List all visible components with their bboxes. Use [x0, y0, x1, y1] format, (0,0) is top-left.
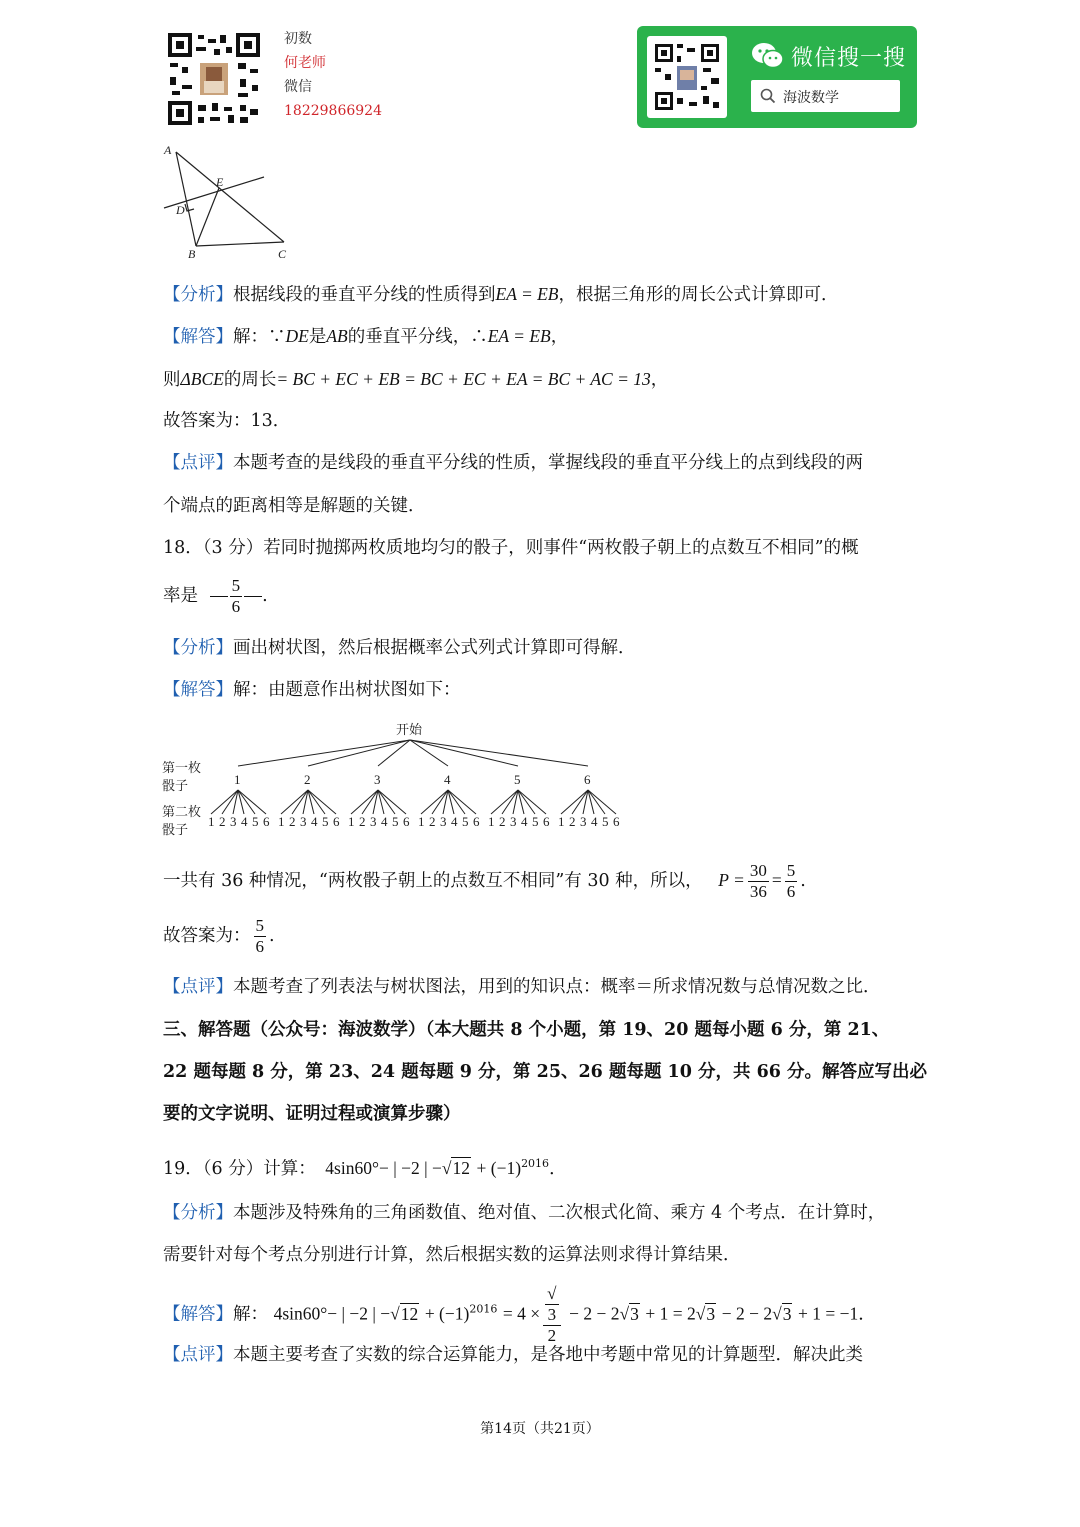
- tree-node-level1: 3: [374, 772, 381, 787]
- q17-comment-line1: 【点评】本题考查的是线段的垂直平分线的性质，掌握线段的垂直平分线上的点到线段的两: [163, 453, 863, 473]
- q18-answer-fraction: $\frac{5}{6}$: [231, 576, 241, 616]
- tree-node-level2: 5: [252, 814, 259, 829]
- tree-node-level2: 4: [451, 814, 458, 829]
- tree-node-level2: 4: [521, 814, 528, 829]
- tree-node-level1: 1: [234, 772, 241, 787]
- q18-stem-line2: 率是 $\frac{5}{6}$ .: [163, 576, 268, 616]
- tree-node-level2: 1: [208, 814, 215, 829]
- contact-phone: 18229866924: [284, 103, 382, 119]
- tree-node-level2: 5: [322, 814, 329, 829]
- q19-comment: 【点评】本题主要考查了实数的综合运算能力，是各地中考题中常见的计算题型．解决此类: [163, 1345, 863, 1365]
- tree-node-level2: 4: [591, 814, 598, 829]
- svg-text:骰子: 骰子: [162, 779, 189, 794]
- label-d: D: [176, 203, 185, 217]
- tree-node-level2: 1: [488, 814, 495, 829]
- tree-node-level2: 3: [300, 814, 307, 829]
- tree-node-level2: 2: [219, 814, 226, 829]
- tree-node-level2: 6: [613, 814, 620, 829]
- tree-node-level1: 2: [304, 772, 311, 787]
- analysis-tag: 【分析】: [163, 285, 233, 305]
- tree-node-level2: 3: [370, 814, 377, 829]
- contact-teacher: 何老师: [284, 55, 326, 71]
- search-text: 海波数学: [783, 90, 839, 106]
- tree-branch: [410, 740, 448, 766]
- q17-answer-line2: 则ΔBCE的周长= BC + EC + EB = BC + EC + EA = BC + AC = 13，: [163, 369, 669, 390]
- tree-node-level2: 4: [311, 814, 318, 829]
- tree-node-level2: 2: [429, 814, 436, 829]
- tree-node-level2: 3: [580, 814, 587, 829]
- contact-wechat-label: 微信: [284, 79, 312, 95]
- tree-node-level2: 6: [263, 814, 270, 829]
- tree-node-level2: 2: [289, 814, 296, 829]
- q18-analysis: 【分析】画出树状图，然后根据概率公式列式计算即可得解．: [163, 638, 636, 658]
- tree-branch: [410, 740, 588, 766]
- tree-node-level2: 3: [510, 814, 517, 829]
- label-e: E: [216, 175, 224, 189]
- tree-level2-label: 第二枚: [162, 805, 202, 820]
- tree-node-level2: 1: [348, 814, 355, 829]
- contact-block: [284, 27, 382, 123]
- tree-node-level1: 4: [444, 772, 451, 787]
- q18-stem-line1: 18．（3 分）若同时抛掷两枚质地均匀的骰子，则事件“两枚骰子朝上的点数互不相同”的概: [163, 538, 859, 558]
- tree-node-level2: 1: [558, 814, 565, 829]
- q18-final-answer: 故答案为： $\frac{5}{6}$ .: [163, 916, 275, 956]
- tree-node-level2: 2: [569, 814, 576, 829]
- answer-tag: 【解答】: [163, 327, 233, 347]
- tree-node-level2: 4: [241, 814, 248, 829]
- tree-node-level2: 1: [278, 814, 285, 829]
- label-c: C: [278, 247, 287, 261]
- label-b: B: [188, 247, 196, 261]
- tree-node-level2: 4: [381, 814, 388, 829]
- q17-final-answer: 故答案为：13．: [163, 411, 291, 431]
- q17-analysis: 【分析】根据线段的垂直平分线的性质得到EA = EB，根据三角形的周长公式计算即可．: [163, 284, 839, 305]
- q17-comment-line2: 个端点的距离相等是解题的关键．: [163, 496, 426, 516]
- q18-comment: 【点评】本题考查了列表法与树状图法，用到的知识点：概率＝所求情况数与总情况数之比．: [163, 977, 881, 997]
- tree-node-level2: 5: [532, 814, 539, 829]
- tree-node-level2: 3: [440, 814, 447, 829]
- wechat-logo-icon: [751, 42, 785, 70]
- tree-node-level2: 5: [602, 814, 609, 829]
- tree-node-level2: 6: [403, 814, 410, 829]
- qr-code-right: [647, 36, 727, 118]
- tree-node-level2: 6: [333, 814, 340, 829]
- section3-line1: 三、解答题（公众号：海波数学）（本大题共 8 个小题，第 19、20 题每小题 6 分，第 21、: [163, 1020, 890, 1040]
- q19-answer: 【解答】解： 4sin60°− | −2 | $-√12 + (-1)^{2016} = 4$ × √ 3 2 − 2 − 2√3 + 1 = 2√3 − 2 − 2√3 + 1 = −1．: [163, 1284, 876, 1345]
- search-box[interactable]: [751, 80, 900, 112]
- contact-subject: 初数: [284, 31, 312, 47]
- tree-node-level2: 6: [543, 814, 550, 829]
- tree-diagram: [160, 716, 640, 840]
- tree-root: 开始: [396, 723, 423, 738]
- tree-node-level2: 3: [230, 814, 237, 829]
- tree-node-level2: 2: [499, 814, 506, 829]
- wechat-search-banner[interactable]: [637, 26, 917, 128]
- wechat-brand-text: 微信搜一搜: [791, 46, 907, 71]
- comment-tag: 【点评】: [163, 453, 233, 473]
- tree-node-level2: 2: [359, 814, 366, 829]
- tree-node-level1: 6: [584, 772, 591, 787]
- q19-analysis-line2: 需要针对每个考点分别进行计算，然后根据实数的运算法则求得计算结果．: [163, 1245, 741, 1265]
- tree-node-level2: 5: [462, 814, 469, 829]
- triangle-figure: [158, 140, 298, 262]
- section3-line3: 要的文字说明、证明过程或演算步骤）: [163, 1104, 461, 1124]
- tree-level1-label: 第一枚: [162, 761, 202, 776]
- section3-line2: 22 题每题 8 分，第 23、24 题每题 9 分，第 25、26 题每题 10 分，共 66 分。解答应写出必: [163, 1062, 928, 1082]
- search-icon: [760, 88, 776, 104]
- tree-node-level1: 5: [514, 772, 521, 787]
- q18-answer: 【解答】解：由题意作出树状图如下：: [163, 680, 461, 700]
- q17-answer-line1: 【解答】解：∵DE是AB的垂直平分线，∴EA = EB，: [163, 326, 569, 347]
- tree-node-level2: 6: [473, 814, 480, 829]
- qr-code-left: [168, 33, 260, 125]
- label-a: A: [164, 143, 172, 157]
- q19-analysis-line1: 【分析】本题涉及特殊角的三角函数值、绝对值、二次根式化简、乘方 4 个考点．在计算时，: [163, 1203, 886, 1223]
- svg-text:骰子: 骰子: [162, 823, 189, 838]
- page-footer: 第14页（共21页）: [480, 1421, 600, 1437]
- tree-node-level2: 1: [418, 814, 425, 829]
- q19-stem: 19．（6 分）计算： 4sin60°− | −2 | $-√12 + (-1)^{2016}$．: [163, 1157, 567, 1179]
- q18-summary: 一共有 36 种情况，“两枚骰子朝上的点数互不相同”有 30 种，所以， P = $\frac{30}{36}$ = $\frac{5}{6}$ .: [163, 861, 806, 901]
- tree-node-level2: 5: [392, 814, 399, 829]
